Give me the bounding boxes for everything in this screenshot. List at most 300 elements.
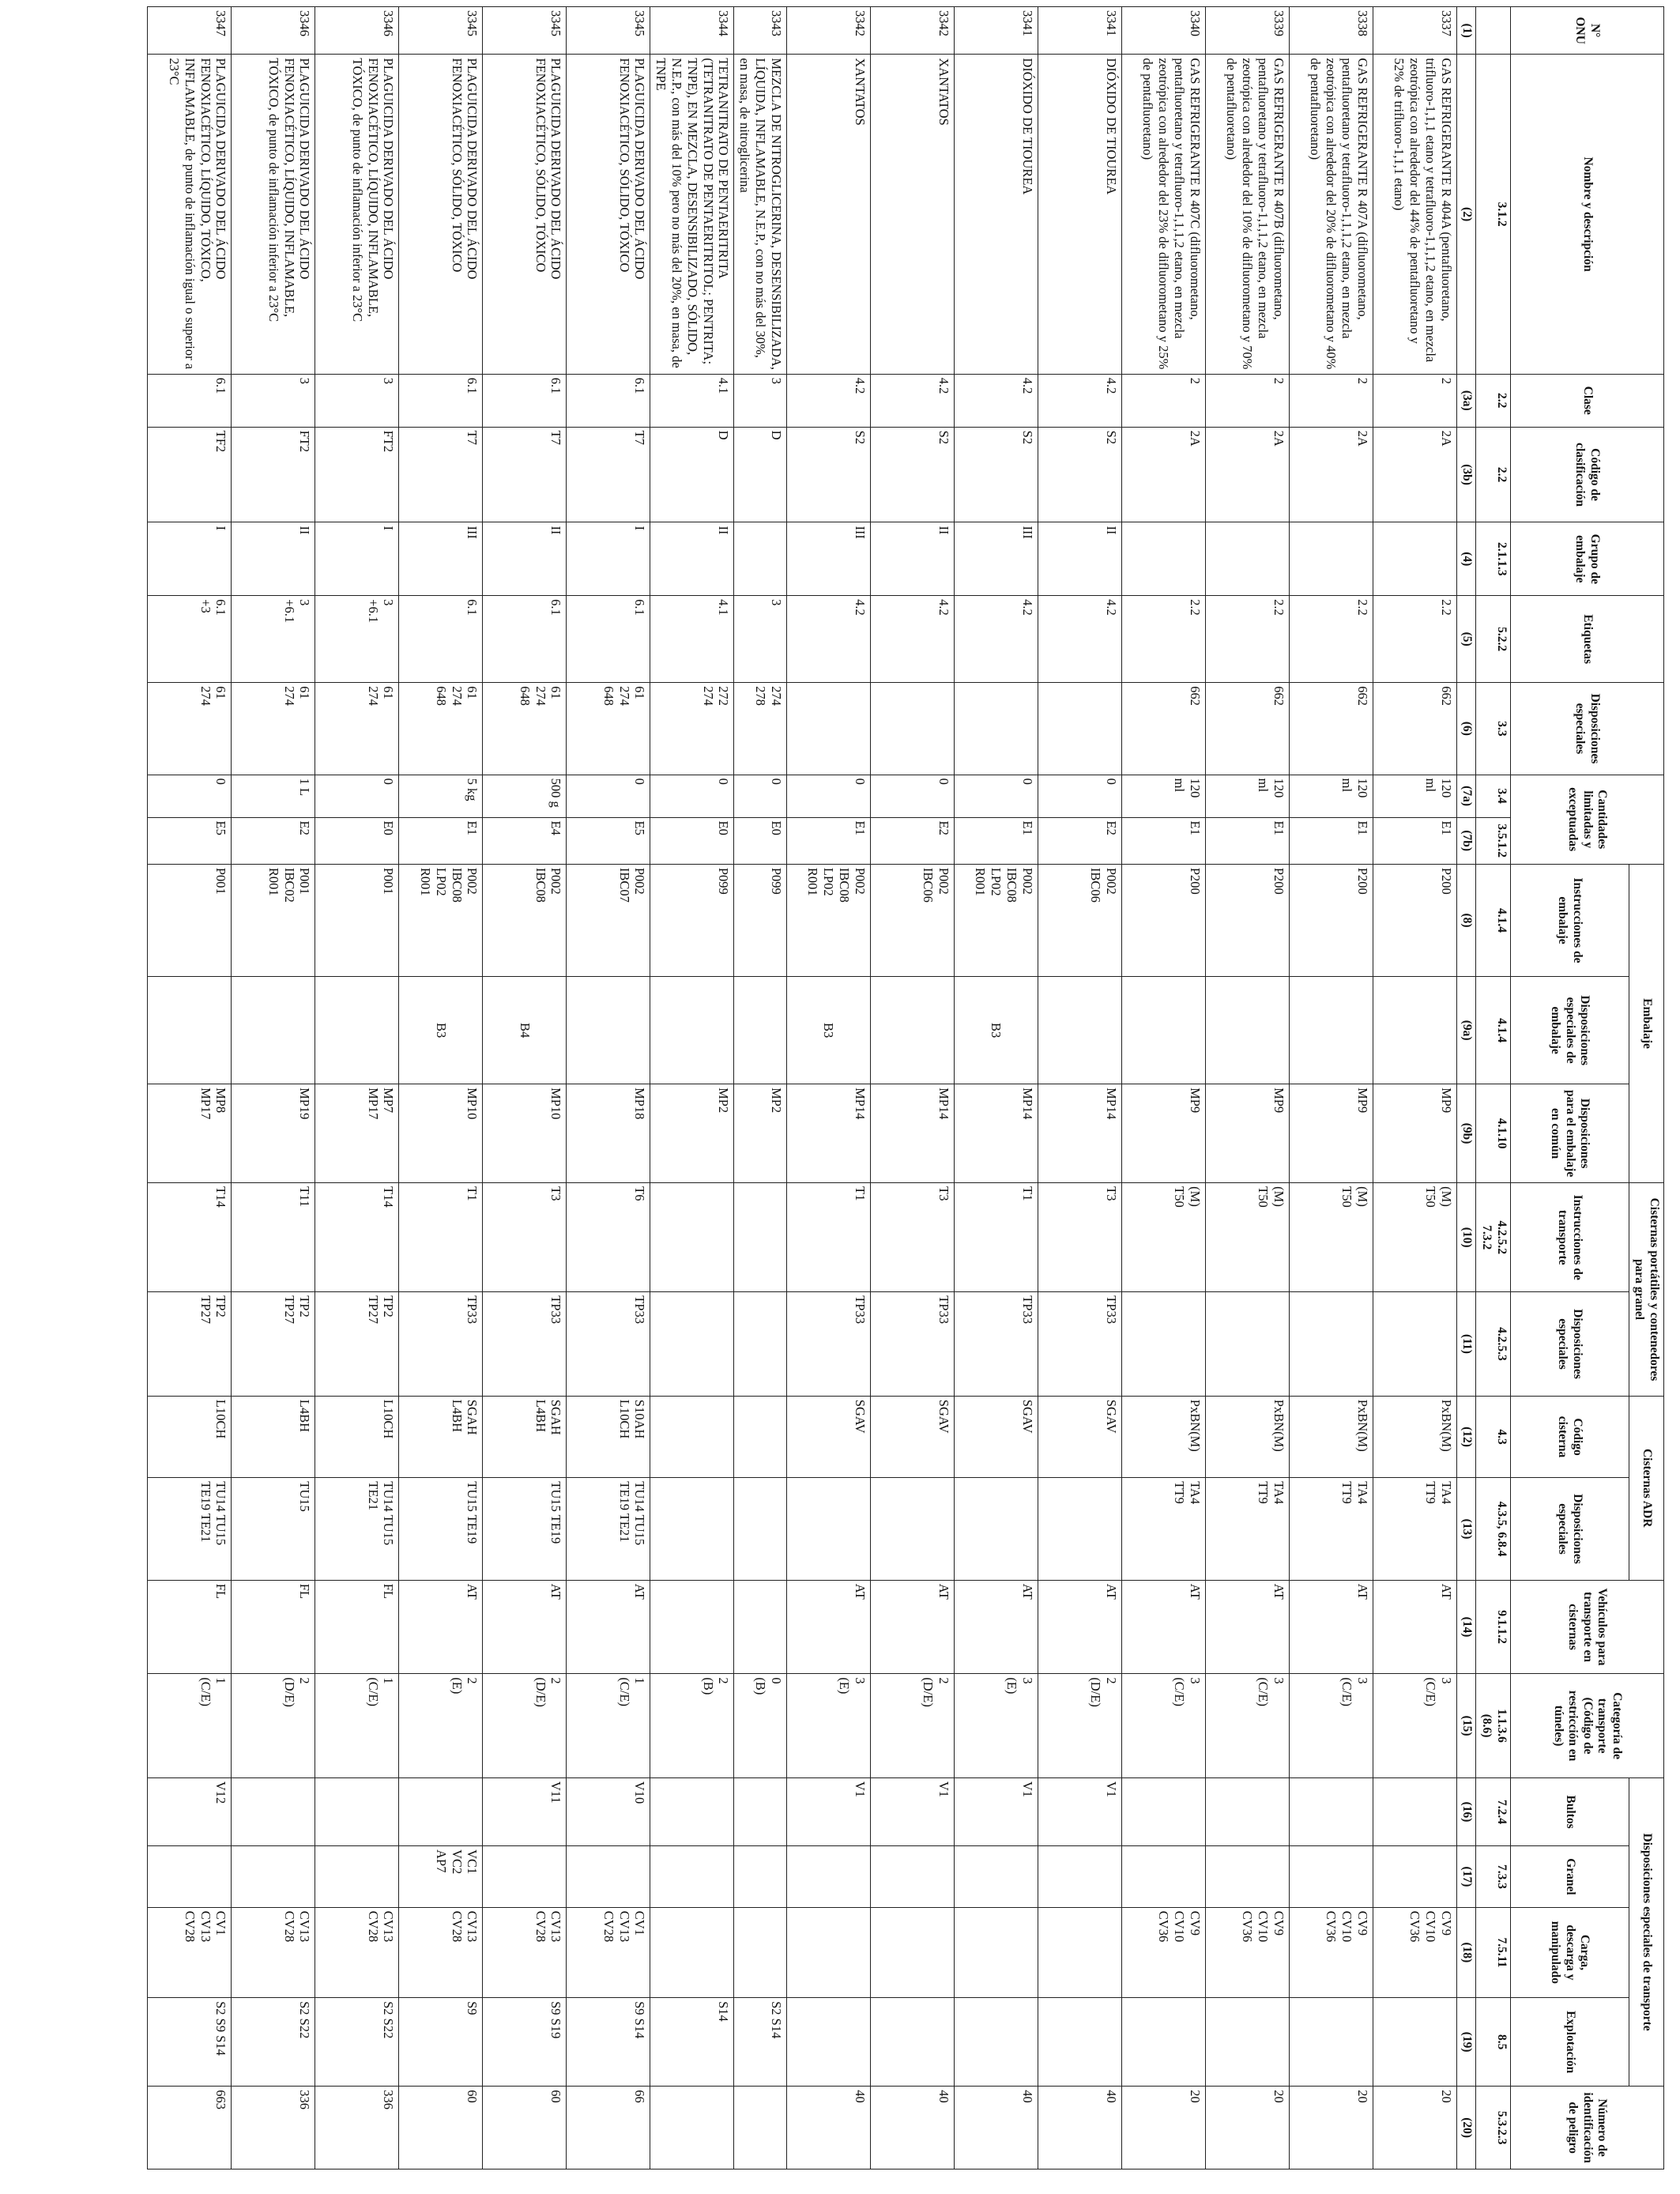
table-cell: TA4 TT9 bbox=[1205, 1478, 1289, 1580]
table-cell: P001 IBC02 R001 bbox=[232, 864, 315, 976]
table-cell bbox=[1373, 1292, 1456, 1397]
table-cell bbox=[734, 977, 786, 1084]
un-number-cell: 3337 bbox=[1373, 7, 1456, 55]
table-row bbox=[1289, 7, 1373, 2169]
colnum-cell: (12) bbox=[1456, 1396, 1475, 1478]
table-cell: MP7 MP17 bbox=[315, 1084, 399, 1183]
header-instr-transporte: Instrucciones de transporte bbox=[1510, 1183, 1629, 1292]
table-cell: P002 IBC08 LP02 R001 bbox=[954, 864, 1038, 976]
header-embalaje: Embalaje bbox=[1629, 864, 1663, 1182]
colnum-cell: (11) bbox=[1456, 1292, 1475, 1397]
ref-cell: 7.3.3 bbox=[1475, 1846, 1510, 1908]
header-cantidades: Cantidades limitadas y exceptuadas bbox=[1510, 775, 1663, 864]
table-cell: TP33 bbox=[954, 1292, 1038, 1397]
table-cell: P002 IBC08 LP02 R001 bbox=[399, 864, 483, 976]
table-cell: TP33 bbox=[483, 1292, 567, 1397]
table-cell: 60 bbox=[483, 2087, 567, 2169]
table-cell: MP19 bbox=[232, 1084, 315, 1183]
table-cell bbox=[650, 1478, 734, 1580]
name-cell: DIÓXIDO DE TIOUREA bbox=[954, 55, 1038, 374]
table-cell: FL bbox=[315, 1580, 399, 1674]
table-cell: 0 bbox=[1038, 775, 1121, 817]
table-cell: 0 bbox=[148, 775, 232, 817]
table-cell bbox=[1121, 1292, 1205, 1397]
table-cell: T14 bbox=[315, 1183, 399, 1292]
colnum-cell: (1) bbox=[1456, 7, 1475, 55]
table-cell: I bbox=[148, 522, 232, 596]
header-disp-comun: Disposiciones para el embalaje en común bbox=[1510, 1084, 1629, 1183]
ref-cell: 3.5.1.2 bbox=[1475, 817, 1510, 864]
table-cell: MP9 bbox=[1373, 1084, 1456, 1183]
table-cell: AT bbox=[870, 1580, 954, 1674]
table-cell: 6.1 +3 bbox=[148, 596, 232, 683]
colnum-cell: (20) bbox=[1456, 2087, 1475, 2169]
table-cell: (M) T50 bbox=[1121, 1183, 1205, 1292]
table-cell: PxBN(M) bbox=[1205, 1396, 1289, 1478]
table-cell bbox=[650, 1907, 734, 1997]
table-cell bbox=[954, 1907, 1038, 1997]
colnum-cell: (3b) bbox=[1456, 427, 1475, 522]
header-un-no: N° ONU bbox=[1510, 7, 1663, 55]
table-row bbox=[1373, 7, 1456, 2169]
table-cell: B3 bbox=[786, 977, 870, 1084]
table-cell: 61 274 648 bbox=[567, 683, 650, 775]
table-cell: S14 bbox=[650, 1998, 734, 2087]
table-cell: V10 bbox=[567, 1777, 650, 1845]
table-row bbox=[734, 7, 786, 2169]
table-cell bbox=[1289, 1777, 1373, 1845]
colnum-cell: (19) bbox=[1456, 1998, 1475, 2087]
table-cell bbox=[870, 1907, 954, 1997]
ref-cell: 7.5.11 bbox=[1475, 1907, 1510, 1997]
un-number-cell: 3345 bbox=[567, 7, 650, 55]
table-cell: TU15 TE19 bbox=[399, 1478, 483, 1580]
table-cell: MP10 bbox=[483, 1084, 567, 1183]
name-cell: PLAGUICIDA DERIVADO DEL ÁCIDO FENOXIACÉTICO, LÍQUIDO, TÓXICO, INFLAMABLE, de punto de inflamación igual o superior a 23°C bbox=[148, 55, 232, 374]
table-cell: VC1 VC2 AP7 bbox=[399, 1846, 483, 1908]
table-cell: P002 IBC08 LP02 R001 bbox=[786, 864, 870, 976]
table-cell: 2.2 bbox=[1373, 596, 1456, 683]
table-cell bbox=[1373, 1846, 1456, 1908]
table-row bbox=[1038, 7, 1121, 2169]
name-cell: PLAGUICIDA DERIVADO DEL ÁCIDO FENOXIACÉTICO, LÍQUIDO, INFLAMABLE, TÓXICO, de punto de inflamación inferior a 23°C bbox=[232, 55, 315, 374]
table-cell bbox=[315, 1777, 399, 1845]
un-number-cell: 3347 bbox=[148, 7, 232, 55]
table-cell: AT bbox=[483, 1580, 567, 1674]
table-cell: 60 bbox=[399, 2087, 483, 2169]
table-cell: 662 bbox=[1289, 683, 1373, 775]
table-cell: B3 bbox=[399, 977, 483, 1084]
table-cell: AT bbox=[567, 1580, 650, 1674]
table-cell: 0 bbox=[954, 775, 1038, 817]
table-cell bbox=[1289, 977, 1373, 1084]
ref-cell: 2.2 bbox=[1475, 427, 1510, 522]
header-disp-esp-adr: Disposiciones especiales bbox=[1510, 1478, 1629, 1580]
table-cell: 2 (E) bbox=[399, 1674, 483, 1778]
table-cell: MP14 bbox=[1038, 1084, 1121, 1183]
table-cell: 3 (C/E) bbox=[1121, 1674, 1205, 1778]
un-number-cell: 3338 bbox=[1289, 7, 1373, 55]
table-cell: CV9 CV10 CV36 bbox=[1289, 1907, 1373, 1997]
header-disp-especiales: Disposiciones especiales bbox=[1510, 683, 1663, 775]
ref-cell: 8.5 bbox=[1475, 1998, 1510, 2087]
table-cell bbox=[1038, 1478, 1121, 1580]
table-row bbox=[399, 7, 483, 2169]
table-cell: 6.1 bbox=[399, 596, 483, 683]
table-cell: CV9 CV10 CV36 bbox=[1373, 1907, 1456, 1997]
table-cell: 2 (D/E) bbox=[232, 1674, 315, 1778]
un-number-cell: 3346 bbox=[232, 7, 315, 55]
table-cell bbox=[734, 1907, 786, 1997]
table-cell: 3 bbox=[734, 374, 786, 427]
table-cell: TA4 TT9 bbox=[1121, 1478, 1205, 1580]
table-cell: CV13 CV28 bbox=[232, 1907, 315, 1997]
table-cell bbox=[650, 1183, 734, 1292]
table-cell: P001 bbox=[148, 864, 232, 976]
table-cell: 3 (C/E) bbox=[1205, 1674, 1289, 1778]
table-cell: TU14 TU15 TE21 bbox=[315, 1478, 399, 1580]
table-cell bbox=[734, 1777, 786, 1845]
table-cell: 5 kg bbox=[399, 775, 483, 817]
table-cell: AT bbox=[1289, 1580, 1373, 1674]
table-cell: CV9 CV10 CV36 bbox=[1205, 1907, 1289, 1997]
table-cell: 4.2 bbox=[870, 374, 954, 427]
table-cell: E1 bbox=[1121, 817, 1205, 864]
table-cell: S2 bbox=[786, 427, 870, 522]
table-cell: E5 bbox=[567, 817, 650, 864]
table-cell: B4 bbox=[483, 977, 567, 1084]
table-cell: P002 IBC07 bbox=[567, 864, 650, 976]
table-cell: 120 ml bbox=[1373, 775, 1456, 817]
table-cell bbox=[1205, 1998, 1289, 2087]
table-cell: AT bbox=[1121, 1580, 1205, 1674]
table-cell bbox=[567, 977, 650, 1084]
table-cell bbox=[232, 1777, 315, 1845]
table-cell: 120 ml bbox=[1121, 775, 1205, 817]
table-cell: TP2 TP27 bbox=[232, 1292, 315, 1397]
name-cell: TETRANITRATO DE PENTAERITRITA (TETRANITRATO DE PENTAERITRITOL; PENTRITA; TNPE), EN MEZCLA, DESENSIBILIZADO, SÓLIDO, N.E.P., con más del 10% pero no más del 20%, en masa, de TNPE bbox=[650, 55, 734, 374]
table-cell: S9 S19 bbox=[483, 1998, 567, 2087]
table-cell: MP14 bbox=[786, 1084, 870, 1183]
table-cell: P002 IBC06 bbox=[1038, 864, 1121, 976]
table-cell: TU15 TE19 bbox=[483, 1478, 567, 1580]
table-cell bbox=[734, 1846, 786, 1908]
table-cell: 1 (C/E) bbox=[315, 1674, 399, 1778]
table-cell: D bbox=[734, 427, 786, 522]
table-cell: 0 bbox=[650, 775, 734, 817]
table-cell: P200 bbox=[1121, 864, 1205, 976]
header-categoria: Categoría de transporte (Código de restricción en túneles) bbox=[1510, 1674, 1663, 1778]
table-cell: AT bbox=[1038, 1580, 1121, 1674]
table-cell: D bbox=[650, 427, 734, 522]
name-cell: GAS REFRIGERANTE R 407C (difluorometano, pentafluoretano y tetrafluoro-1,1,1,2 etano, en mezcla zeotrópica con alrededor del 23% de difluorometano y 25% de pentafluoretano) bbox=[1121, 55, 1205, 374]
table-cell bbox=[1038, 1998, 1121, 2087]
table-cell: E1 bbox=[1205, 817, 1289, 864]
table-cell bbox=[734, 1396, 786, 1478]
header-cisternas-portatiles: Cisternas portátiles y contenedores para granel bbox=[1629, 1183, 1663, 1397]
table-cell: 663 bbox=[148, 2087, 232, 2169]
table-cell: 4.2 bbox=[870, 596, 954, 683]
table-cell bbox=[1038, 683, 1121, 775]
table-cell: P099 bbox=[650, 864, 734, 976]
table-cell: 2 bbox=[1373, 374, 1456, 427]
table-row bbox=[1121, 7, 1205, 2169]
table-cell: 4.2 bbox=[954, 596, 1038, 683]
table-cell: T3 bbox=[870, 1183, 954, 1292]
table-cell: V1 bbox=[786, 1777, 870, 1845]
table-cell bbox=[1038, 977, 1121, 1084]
table-cell: 4.2 bbox=[954, 374, 1038, 427]
table-cell bbox=[870, 683, 954, 775]
table-cell: 2 bbox=[1289, 374, 1373, 427]
name-cell: XANTATOS bbox=[870, 55, 954, 374]
table-cell: 20 bbox=[1121, 2087, 1205, 2169]
table-cell: 40 bbox=[786, 2087, 870, 2169]
table-cell: T14 bbox=[148, 1183, 232, 1292]
table-cell bbox=[734, 1580, 786, 1674]
table-cell bbox=[786, 683, 870, 775]
table-cell: 662 bbox=[1373, 683, 1456, 775]
table-cell bbox=[1205, 1777, 1289, 1845]
table-cell: T1 bbox=[786, 1183, 870, 1292]
ref-cell: 5.3.2.3 bbox=[1475, 2087, 1510, 2169]
reference-row bbox=[1475, 7, 1510, 2169]
table-cell: S2 bbox=[1038, 427, 1121, 522]
table-cell: FL bbox=[148, 1580, 232, 1674]
table-cell: 272 274 bbox=[650, 683, 734, 775]
table-cell: 61 274 bbox=[315, 683, 399, 775]
table-cell: AT bbox=[1373, 1580, 1456, 1674]
table-cell: II bbox=[232, 522, 315, 596]
un-number-cell: 3344 bbox=[650, 7, 734, 55]
header-disp-esp-cp: Disposiciones especiales bbox=[1510, 1292, 1629, 1397]
table-cell: 6.1 bbox=[399, 374, 483, 427]
un-number-cell: 3341 bbox=[1038, 7, 1121, 55]
table-cell: 120 ml bbox=[1205, 775, 1289, 817]
un-number-cell: 3345 bbox=[399, 7, 483, 55]
table-cell: 2 (D/E) bbox=[870, 1674, 954, 1778]
table-cell: 1 (C/E) bbox=[567, 1674, 650, 1778]
table-cell: 0 bbox=[734, 775, 786, 817]
ref-cell: 3.1.2 bbox=[1475, 55, 1510, 374]
table-cell: T1 bbox=[954, 1183, 1038, 1292]
table-cell: 66 bbox=[567, 2087, 650, 2169]
table-cell bbox=[734, 1292, 786, 1397]
colnum-cell: (17) bbox=[1456, 1846, 1475, 1908]
colnum-cell: (9a) bbox=[1456, 977, 1475, 1084]
table-cell: 40 bbox=[1038, 2087, 1121, 2169]
table-cell bbox=[399, 1777, 483, 1845]
table-cell: 3 +6.1 bbox=[315, 596, 399, 683]
table-cell: CV13 CV28 bbox=[483, 1907, 567, 1997]
table-cell bbox=[232, 977, 315, 1084]
table-cell: II bbox=[870, 522, 954, 596]
table-cell bbox=[1121, 1777, 1205, 1845]
table-cell bbox=[870, 977, 954, 1084]
table-cell bbox=[734, 2087, 786, 2169]
header-numero-peligro: Número de identificación de peligro bbox=[1510, 2087, 1663, 2169]
table-cell: 0 bbox=[786, 775, 870, 817]
table-cell bbox=[315, 977, 399, 1084]
header-bultos: Bultos bbox=[1510, 1777, 1629, 1845]
table-cell: T11 bbox=[232, 1183, 315, 1292]
table-row bbox=[148, 7, 232, 2169]
table-cell: FT2 bbox=[232, 427, 315, 522]
table-cell bbox=[870, 1846, 954, 1908]
table-cell bbox=[1373, 522, 1456, 596]
table-cell bbox=[786, 1846, 870, 1908]
table-cell bbox=[1121, 1846, 1205, 1908]
table-cell: T7 bbox=[399, 427, 483, 522]
table-cell bbox=[650, 2087, 734, 2169]
table-cell: E5 bbox=[148, 817, 232, 864]
table-cell: 3 bbox=[315, 374, 399, 427]
table-cell: 500 g bbox=[483, 775, 567, 817]
table-cell: CV13 CV28 bbox=[315, 1907, 399, 1997]
table-cell: 6.1 bbox=[483, 596, 567, 683]
table-row bbox=[567, 7, 650, 2169]
table-cell: L4BH bbox=[232, 1396, 315, 1478]
table-cell: SGAH L4BH bbox=[483, 1396, 567, 1478]
table-cell: TP33 bbox=[786, 1292, 870, 1397]
table-cell: PxBN(M) bbox=[1289, 1396, 1373, 1478]
name-cell: GAS REFRIGERANTE R 407A (difluorometano, pentafluoretano y tetrafluoro-1,1,1,2 etano, en mezcla zeotrópica con alrededor del 20% de difluorometano y 40% de pentafluoretano) bbox=[1289, 55, 1373, 374]
table-body bbox=[148, 7, 1456, 2169]
table-cell: II bbox=[650, 522, 734, 596]
header-granel: Granel bbox=[1510, 1846, 1629, 1908]
table-cell: PxBN(M) bbox=[1373, 1396, 1456, 1478]
header-grupo: Grupo de embalaje bbox=[1510, 522, 1663, 596]
table-cell: 4.2 bbox=[786, 374, 870, 427]
table-cell: V12 bbox=[148, 1777, 232, 1845]
table-cell bbox=[148, 977, 232, 1084]
table-cell: 2 bbox=[1121, 374, 1205, 427]
table-cell bbox=[650, 1777, 734, 1845]
table-cell: 3 bbox=[734, 596, 786, 683]
header-name: Nombre y descripción bbox=[1510, 55, 1663, 374]
table-cell: 4.2 bbox=[1038, 374, 1121, 427]
ref-cell: 4.2.5.3 bbox=[1475, 1292, 1510, 1397]
ref-cell: 4.2.5.2 7.3.2 bbox=[1475, 1183, 1510, 1292]
ref-cell: 4.1.10 bbox=[1475, 1084, 1510, 1183]
table-row bbox=[483, 7, 567, 2169]
table-cell: 3 (E) bbox=[954, 1674, 1038, 1778]
colnum-cell: (5) bbox=[1456, 596, 1475, 683]
un-number-cell: 3346 bbox=[315, 7, 399, 55]
table-cell: TP2 TP27 bbox=[315, 1292, 399, 1397]
table-cell: L10CH bbox=[148, 1396, 232, 1478]
table-cell: III bbox=[399, 522, 483, 596]
table-cell: 4.2 bbox=[786, 596, 870, 683]
table-cell: TP2 TP27 bbox=[148, 1292, 232, 1397]
table-cell bbox=[734, 1478, 786, 1580]
table-cell: MP9 bbox=[1289, 1084, 1373, 1183]
table-cell: 61 274 648 bbox=[483, 683, 567, 775]
table-row bbox=[232, 7, 315, 2169]
table-cell: P200 bbox=[1289, 864, 1373, 976]
colnum-cell: (13) bbox=[1456, 1478, 1475, 1580]
table-cell: FT2 bbox=[315, 427, 399, 522]
table-cell bbox=[483, 1846, 567, 1908]
table-row bbox=[650, 7, 734, 2169]
table-cell: 0 (B) bbox=[734, 1674, 786, 1778]
colnum-cell: (6) bbox=[1456, 683, 1475, 775]
table-cell: E1 bbox=[1289, 817, 1373, 864]
table-cell: E0 bbox=[734, 817, 786, 864]
table-cell: TP33 bbox=[399, 1292, 483, 1397]
table-row bbox=[954, 7, 1038, 2169]
header-clase: Clase bbox=[1510, 374, 1663, 427]
table-cell: 40 bbox=[954, 2087, 1038, 2169]
un-number-cell: 3345 bbox=[483, 7, 567, 55]
table-cell bbox=[870, 1998, 954, 2087]
table-cell bbox=[734, 1183, 786, 1292]
table-cell: II bbox=[1038, 522, 1121, 596]
table-cell: S9 bbox=[399, 1998, 483, 2087]
table-cell: 662 bbox=[1121, 683, 1205, 775]
table-cell: 6.1 bbox=[567, 596, 650, 683]
table-cell: 1 L bbox=[232, 775, 315, 817]
table-cell: 120 ml bbox=[1289, 775, 1373, 817]
ref-cell: 4.1.4 bbox=[1475, 864, 1510, 976]
colnum-cell: (3a) bbox=[1456, 374, 1475, 427]
table-cell: MP8 MP17 bbox=[148, 1084, 232, 1183]
table-cell bbox=[1289, 1998, 1373, 2087]
table-cell bbox=[954, 1998, 1038, 2087]
un-number-cell: 3341 bbox=[954, 7, 1038, 55]
table-cell: 4.1 bbox=[650, 374, 734, 427]
table-cell: TP33 bbox=[567, 1292, 650, 1397]
table-cell: 662 bbox=[1205, 683, 1289, 775]
table-cell bbox=[1205, 522, 1289, 596]
table-cell: MP2 bbox=[650, 1084, 734, 1183]
table-cell: P200 bbox=[1373, 864, 1456, 976]
table-cell: T1 bbox=[399, 1183, 483, 1292]
colnum-cell: (7a) bbox=[1456, 775, 1475, 817]
table-cell: 0 bbox=[315, 775, 399, 817]
name-cell: GAS REFRIGERANTE R 404A (pentafluoretano, trifluoro-1,1,1 etano y tetrafluoro-1,1,1,2 etano, en mezcla zeotrópica con alrededor del 44% de pentafluoretano y 52% de trifluoro-1,1,1 etano) bbox=[1373, 55, 1456, 374]
colnum-cell: (4) bbox=[1456, 522, 1475, 596]
table-cell: (M) T50 bbox=[1289, 1183, 1373, 1292]
table-cell: V1 bbox=[954, 1777, 1038, 1845]
ref-cell: 2.2 bbox=[1475, 374, 1510, 427]
table-cell: E1 bbox=[399, 817, 483, 864]
table-cell: CV13 CV28 bbox=[399, 1907, 483, 1997]
table-cell bbox=[1121, 977, 1205, 1084]
table-cell: TA4 TT9 bbox=[1289, 1478, 1373, 1580]
table-cell: 0 bbox=[567, 775, 650, 817]
header-vehiculos: Vehículos para transporte en cisternas bbox=[1510, 1580, 1663, 1674]
table-cell: 2A bbox=[1205, 427, 1289, 522]
table-cell: T7 bbox=[567, 427, 650, 522]
table-cell: S2 bbox=[954, 427, 1038, 522]
table-cell: TP33 bbox=[1038, 1292, 1121, 1397]
table-cell: E2 bbox=[1038, 817, 1121, 864]
table-cell: 2A bbox=[1289, 427, 1373, 522]
table-cell: 1 (C/E) bbox=[148, 1674, 232, 1778]
table-cell: 20 bbox=[1289, 2087, 1373, 2169]
header-etiquetas: Etiquetas bbox=[1510, 596, 1663, 683]
table-cell: S2 S14 bbox=[734, 1998, 786, 2087]
colnum-cell: (7b) bbox=[1456, 817, 1475, 864]
table-cell bbox=[1121, 1998, 1205, 2087]
table-cell: 336 bbox=[315, 2087, 399, 2169]
table-cell bbox=[650, 977, 734, 1084]
table-cell: FL bbox=[232, 1580, 315, 1674]
table-cell: V11 bbox=[483, 1777, 567, 1845]
table-cell: S2 bbox=[870, 427, 954, 522]
header-carga: Carga, descarga y manipulado bbox=[1510, 1907, 1629, 1997]
